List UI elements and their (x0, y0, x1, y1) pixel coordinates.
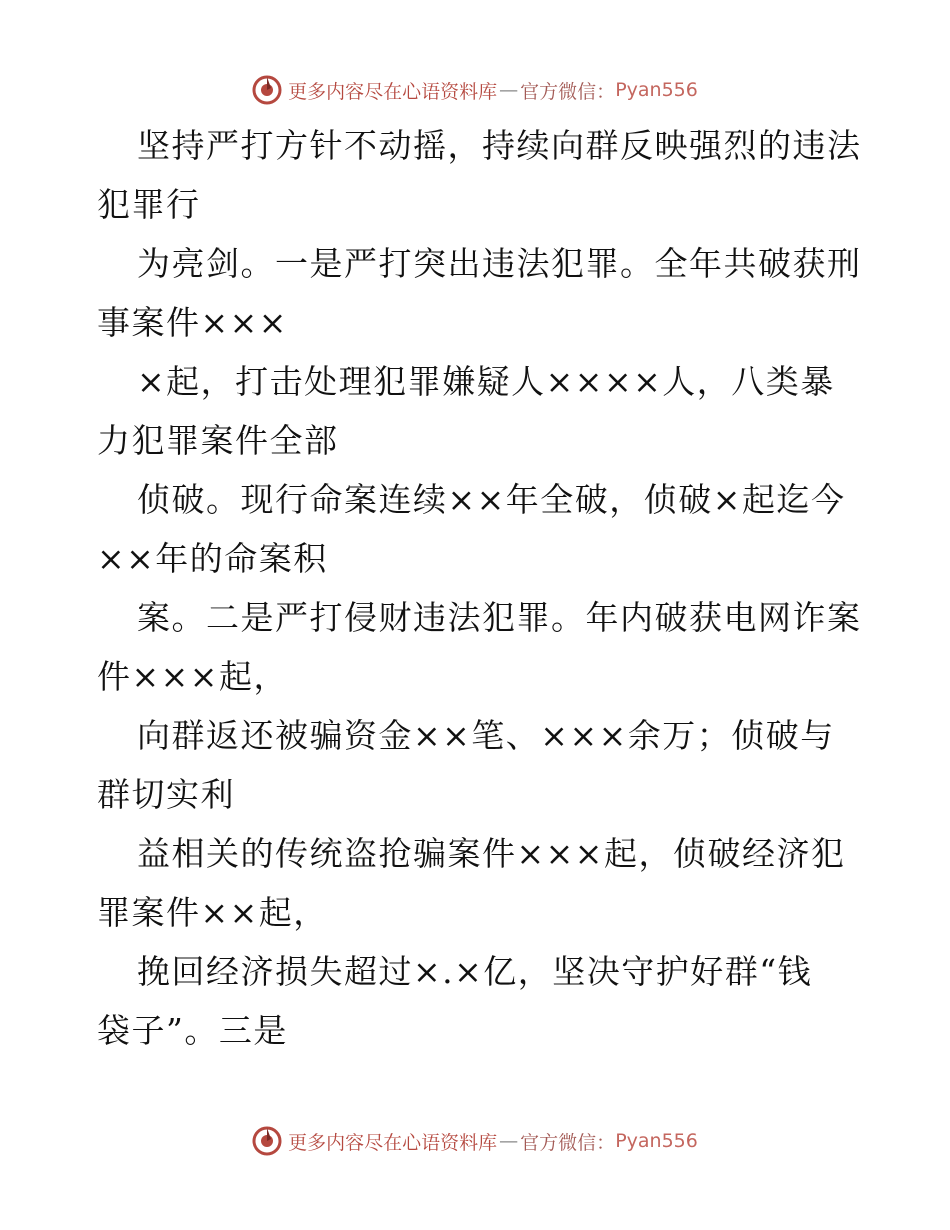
watermark-label: 官方微信： (520, 1131, 616, 1154)
text-line: 益相关的传统盗抢骗案件×××起，侦破经济犯 (137, 834, 846, 873)
text-line: 件×××起， (97, 657, 288, 696)
text-line: ××年的命案积 (97, 539, 328, 578)
text-line: 为亮剑。一是严打突出违法犯罪。全年共破获刑 (137, 244, 862, 283)
watermark-id: Pyan556 (615, 79, 698, 101)
text-line: 向群返还被骗资金××笔、×××余万；侦破与 (137, 716, 835, 755)
watermark-logo-icon (252, 1126, 282, 1156)
text-line: 力犯罪案件全部 (97, 421, 339, 460)
text-line: 群切实利 (97, 775, 235, 814)
text-line: ×起，打击处理犯罪嫌疑人××××人，八类暴 (137, 362, 835, 401)
document-body (97, 116, 862, 1060)
watermark-main-text: 更多内容尽在心语资料库 (288, 1131, 498, 1154)
text-line: 罪案件××起， (97, 893, 328, 932)
watermark-separator: — (499, 1130, 519, 1152)
text-line: 侦破。现行命案连续××年全破，侦破×起迄今 (137, 480, 846, 519)
watermark-logo-icon (252, 75, 282, 105)
text-line: 案。二是严打侵财违法犯罪。年内破获电网诈案 (137, 598, 862, 637)
watermark-id: Pyan556 (615, 1130, 698, 1152)
text-line: 事案件××× (97, 303, 288, 342)
footer-watermark (0, 1121, 950, 1161)
text-line: 挽回经济损失超过×.×亿，坚决守护好群“钱 (137, 952, 813, 991)
watermark-separator: — (499, 79, 519, 101)
watermark-label: 官方微信： (520, 80, 616, 103)
text-line: 犯罪行 (97, 185, 201, 224)
text-line: 袋子”。三是 (97, 1011, 288, 1050)
header-watermark (0, 70, 950, 110)
text-line: 坚持严打方针不动摇，持续向群反映强烈的违法 (137, 126, 862, 165)
watermark-main-text: 更多内容尽在心语资料库 (288, 80, 498, 103)
